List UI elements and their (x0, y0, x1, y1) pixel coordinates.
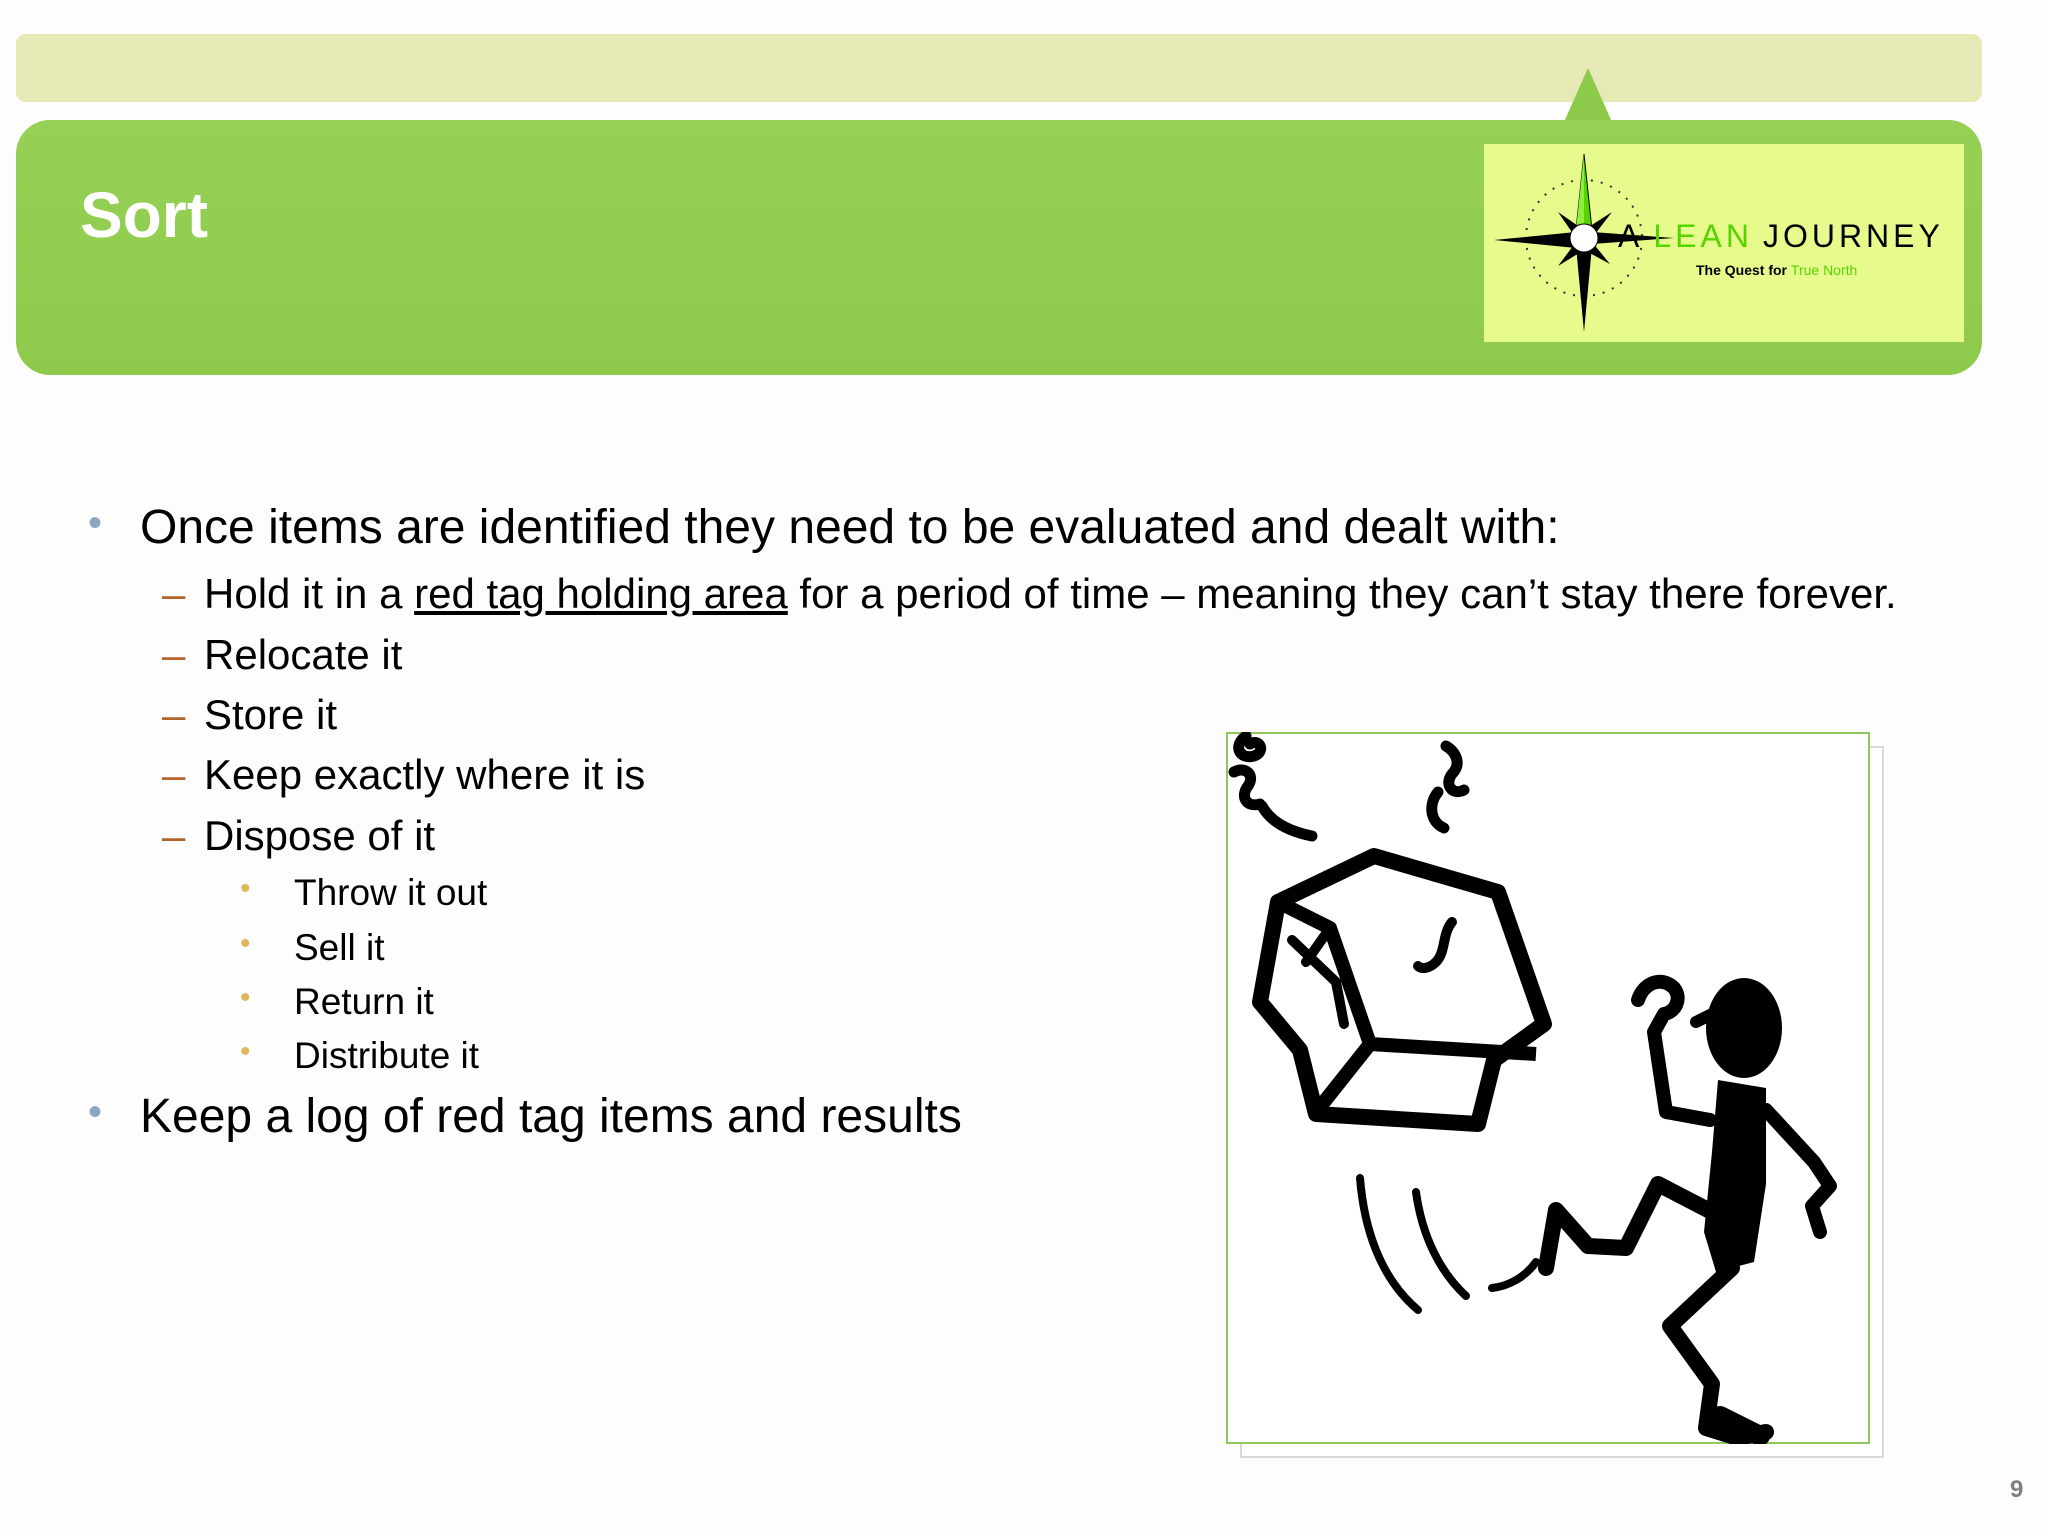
red-tag-holding-area-link[interactable]: red tag holding area (414, 570, 788, 618)
page-number: 9 (2010, 1476, 2024, 1503)
logo-tagline-highlight: True North (1790, 262, 1858, 278)
sub-bullet-dot-icon: • (240, 980, 251, 1014)
dispose-option-text: Return it (294, 980, 434, 1022)
dash-icon: – (162, 570, 186, 618)
top-accent-band (16, 34, 1982, 102)
dash-icon: – (162, 690, 186, 738)
bullet-text: Once items are identified they need to be evaluated and dealt with: (140, 501, 1560, 554)
band-pointer (1564, 68, 1612, 122)
sub-item-text-after: for a period of time – meaning they can’t stay there forever. (787, 570, 1897, 618)
sub-bullet-dot-icon: • (240, 1035, 251, 1069)
lean-journey-logo (1484, 144, 1964, 342)
sub-item-text: Relocate it (204, 630, 403, 678)
bullet-item (84, 500, 1904, 555)
dispose-option-text: Throw it out (294, 872, 488, 914)
slide-title: Sort (80, 179, 208, 251)
sub-bullet-dot-icon: • (240, 926, 251, 960)
man-kicking-box-clipart[interactable] (1226, 732, 1870, 1444)
bullet-text: Keep a log of red tag items and results (140, 1089, 962, 1143)
dash-icon: – (162, 811, 186, 859)
logo-word-a: A (1618, 218, 1644, 254)
logo-word-lean: LEAN (1653, 218, 1753, 254)
dispose-option-text: Distribute it (294, 1035, 480, 1077)
logo-wordmark (1618, 218, 1944, 255)
logo-tagline-prefix: The Quest for (1696, 262, 1788, 278)
bullet-dot-icon: • (88, 1089, 103, 1134)
sub-item (84, 630, 1964, 680)
sub-item-text: Keep exactly where it is (204, 751, 646, 799)
dash-icon: – (162, 751, 186, 799)
sub-bullet-dot-icon: • (240, 872, 251, 906)
sub-item-text: Store it (204, 690, 338, 738)
sub-item (84, 569, 1964, 619)
logo-tagline (1696, 262, 1857, 278)
bullet-dot-icon: • (88, 501, 103, 545)
sub-item-text: Dispose of it (204, 811, 436, 859)
sub-item-text-before: Hold it in a (204, 570, 415, 618)
dash-icon: – (162, 630, 186, 678)
dispose-option-text: Sell it (294, 926, 385, 968)
logo-word-journey: JOURNEY (1762, 218, 1944, 254)
